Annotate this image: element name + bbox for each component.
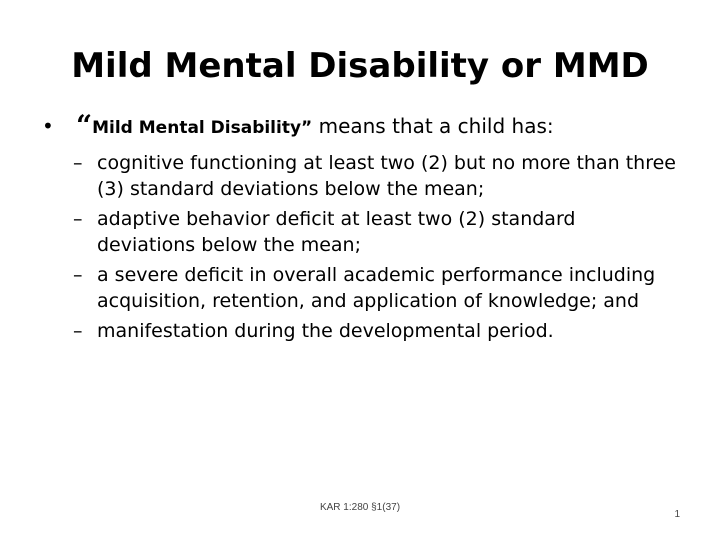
list-item-text: adaptive behavior deficit at least two (2) standard deviations below the mean; bbox=[97, 208, 576, 256]
list-item bbox=[40, 150, 677, 202]
dash-marker: – bbox=[73, 208, 83, 230]
slide-title: Mild Mental Disability or MMD bbox=[71, 46, 649, 86]
footer-citation: KAR 1:280 §1(37) bbox=[319, 502, 401, 513]
list-item bbox=[40, 262, 677, 314]
open-quote: “ bbox=[76, 109, 93, 142]
slide-body bbox=[40, 109, 680, 348]
list-item-text: manifestation during the developmental period. bbox=[97, 320, 554, 342]
criteria-list bbox=[40, 150, 680, 344]
list-item bbox=[40, 206, 677, 258]
dash-marker: – bbox=[73, 264, 83, 286]
main-bullet bbox=[40, 109, 680, 142]
dash-marker: – bbox=[73, 152, 83, 174]
dash-marker: – bbox=[73, 320, 83, 342]
bullet-text: means that a child has: bbox=[312, 114, 554, 138]
list-item-text: cognitive functioning at least two (2) but no more than three (3) standard deviations below the mean; bbox=[97, 152, 676, 200]
list-item bbox=[40, 318, 677, 344]
list-item-text: a severe deficit in overall academic performance including acquisition, retention, and application of knowledge; and bbox=[97, 264, 656, 312]
defined-term: Mild Mental Disability” bbox=[92, 118, 313, 138]
bullet-marker: • bbox=[42, 114, 54, 138]
page-number: 1 bbox=[674, 509, 680, 520]
